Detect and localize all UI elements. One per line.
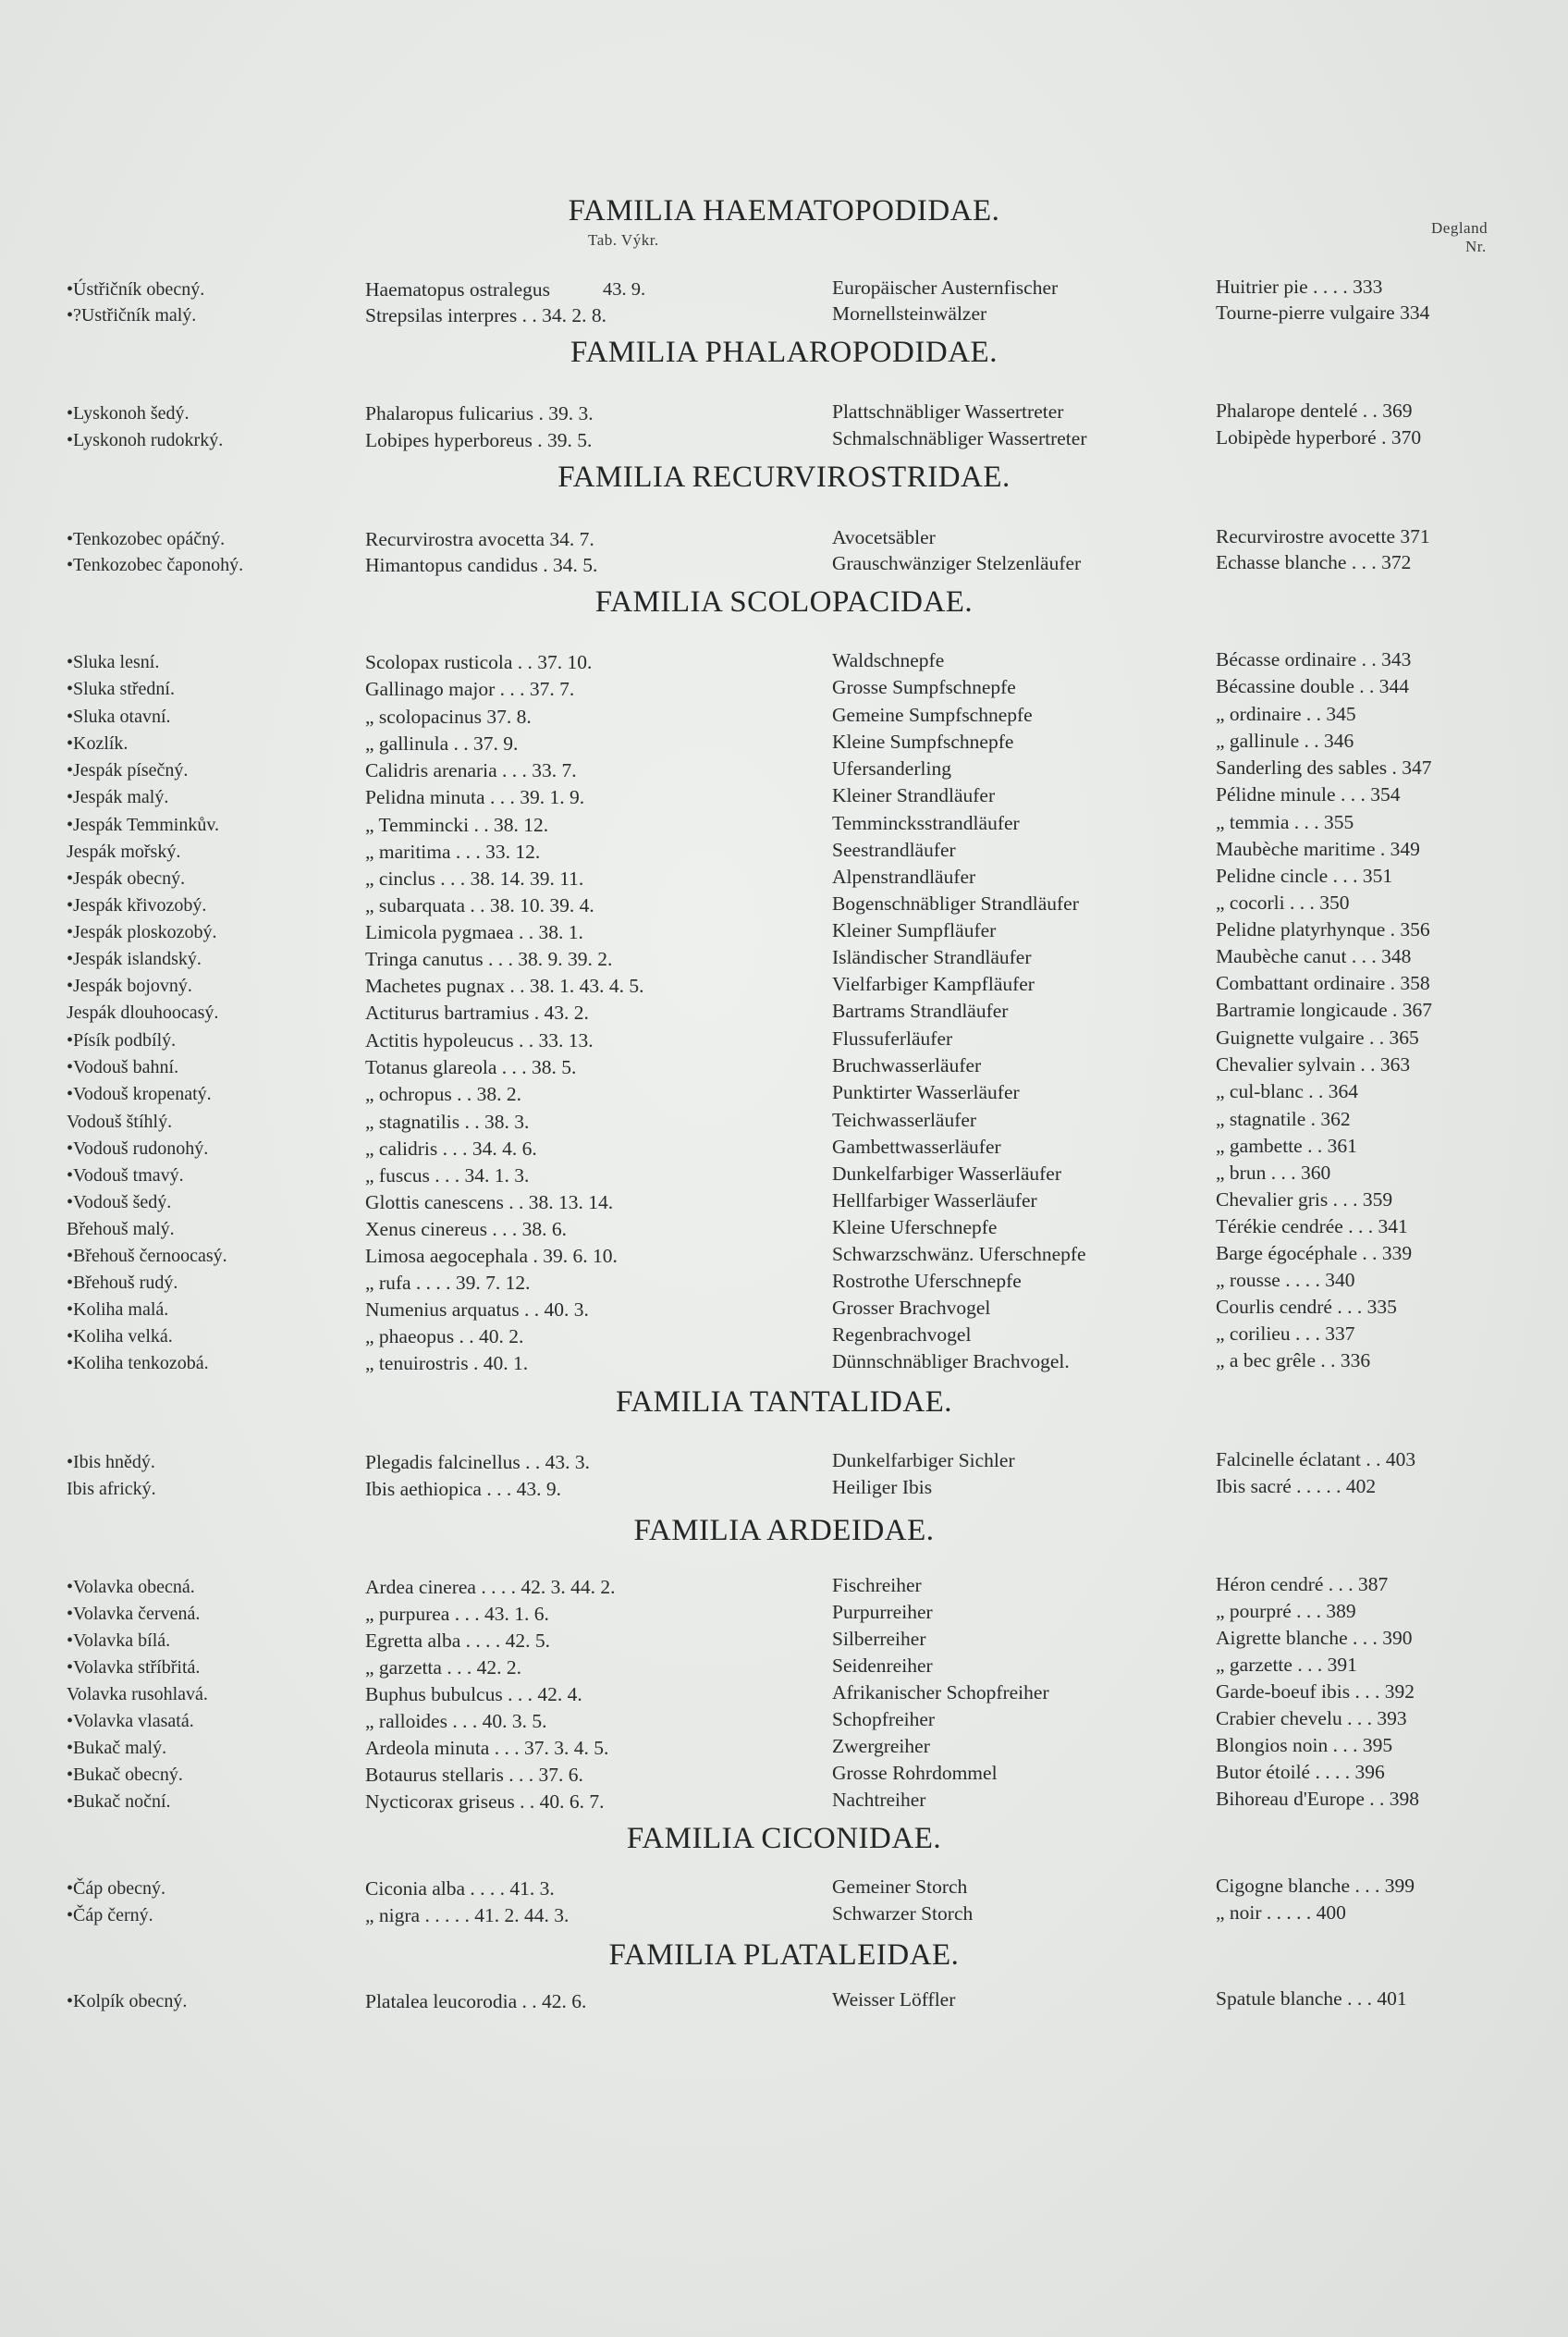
latin-name-plate: Ibis aethiopica . . . 43. 9. xyxy=(365,1478,561,1500)
german-name: Gambettwasserläufer xyxy=(832,1136,1001,1158)
czech-name: •Lyskonoh šedý. xyxy=(67,403,190,424)
latin-name-plate: Recurvirostra avocetta 34. 7. xyxy=(365,528,594,550)
french-name-degland: Echasse blanche . . . 372 xyxy=(1216,551,1412,573)
degland-nr-header: Nr. xyxy=(1465,238,1487,255)
french-name-degland: „ ordinaire . . 345 xyxy=(1216,703,1356,725)
czech-name: •Bukač noční. xyxy=(67,1791,171,1812)
latin-name-plate: „ nigra . . . . . 41. 2. 44. 3. xyxy=(365,1904,570,1926)
french-name-degland: „ corilieu . . . 337 xyxy=(1216,1322,1355,1345)
czech-name: •Sluka střední. xyxy=(67,679,175,699)
german-name: Ufersanderling xyxy=(832,757,951,780)
latin-name-plate: Machetes pugnax . . 38. 1. 43. 4. 5. xyxy=(365,975,644,997)
german-name: Silberreiher xyxy=(832,1628,926,1650)
czech-name: •Kolpík obecný. xyxy=(67,1991,188,2011)
latin-name-plate: Botaurus stellaris . . . 37. 6. xyxy=(365,1764,583,1786)
degland-header: Degland xyxy=(1431,219,1488,237)
latin-name-plate: Actitis hypoleucus . . 33. 13. xyxy=(365,1029,594,1052)
french-name-degland: Phalarope dentelé . . 369 xyxy=(1216,400,1413,422)
latin-name-plate: „ fuscus . . . 34. 1. 3. xyxy=(365,1164,530,1187)
french-name-degland: Combattant ordinaire . 358 xyxy=(1216,972,1430,994)
czech-name: •Koliha velká. xyxy=(67,1326,173,1347)
german-name: Gemeine Sumpfschnepfe xyxy=(832,704,1033,726)
czech-name: •Ibis hnědý. xyxy=(67,1452,155,1472)
czech-name: •Čáp obecný. xyxy=(67,1878,165,1899)
czech-name: •Koliha malá. xyxy=(67,1299,169,1320)
french-name-degland: „ temmia . . . 355 xyxy=(1216,811,1354,833)
czech-name: •Lyskonoh rudokrký. xyxy=(67,430,224,450)
czech-name: •Jespák malý. xyxy=(67,787,169,807)
latin-name-plate: „ maritima . . . 33. 12. xyxy=(365,841,541,863)
family-heading: FAMILIA TANTALIDAE. xyxy=(615,1385,953,1419)
french-name-degland: Aigrette blanche . . . 390 xyxy=(1216,1627,1413,1649)
latin-name-plate: Xenus cinereus . . . 38. 6. xyxy=(365,1218,567,1240)
french-name-degland: Pelidne platyrhynque . 356 xyxy=(1216,918,1430,941)
german-name: Flussuferläufer xyxy=(832,1027,953,1050)
czech-name: •Jespák bojovný. xyxy=(67,976,192,996)
french-name-degland: Maubèche canut . . . 348 xyxy=(1216,945,1412,967)
czech-name: •Volavka obecná. xyxy=(67,1577,195,1597)
czech-name: •Jespák Temminkův. xyxy=(67,815,220,835)
czech-name: •Jespák křivozobý. xyxy=(67,895,207,916)
latin-name-plate: „ gallinula . . 37. 9. xyxy=(365,732,519,755)
latin-name-plate: „ Temmincki . . 38. 12. xyxy=(365,814,549,836)
latin-name-plate: „ stagnatilis . . 38. 3. xyxy=(365,1111,530,1133)
latin-name-plate: „ scolopacinus 37. 8. xyxy=(365,706,532,728)
german-name: Mornellsteinwälzer xyxy=(832,302,987,325)
czech-name: •Břehouš rudý. xyxy=(67,1273,178,1293)
czech-name: •Vodouš kropenatý. xyxy=(67,1084,212,1104)
german-name: Kleine Sumpfschnepfe xyxy=(832,731,1014,753)
german-name: Europäischer Austernfischer xyxy=(832,277,1059,299)
latin-name-plate: Ciconia alba . . . . 41. 3. xyxy=(365,1877,555,1900)
german-name: Alpenstrandläufer xyxy=(832,866,976,888)
family-heading: FAMILIA RECURVIROSTRIDAE. xyxy=(557,461,1011,494)
latin-name-plate: Actiturus bartramius . 43. 2. xyxy=(365,1002,589,1024)
german-name: Temmincksstrandläufer xyxy=(832,812,1020,834)
german-name: Grauschwänziger Stelzenläufer xyxy=(832,552,1082,574)
family-heading: FAMILIA ARDEIDAE. xyxy=(633,1514,935,1547)
latin-name-plate: „ garzetta . . . 42. 2. xyxy=(365,1656,521,1679)
latin-name-plate: Nycticorax griseus . . 40. 6. 7. xyxy=(365,1790,605,1813)
german-name: Teichwasserläufer xyxy=(832,1109,977,1131)
czech-name: •Tenkozobec opáčný. xyxy=(67,529,226,549)
german-name: Regenbrachvogel xyxy=(832,1323,972,1346)
french-name-degland: Guignette vulgaire . . 365 xyxy=(1216,1027,1419,1049)
latin-name-plate: „ subarquata . . 38. 10. 39. 4. xyxy=(365,894,594,916)
french-name-degland: Lobipède hyperboré . 370 xyxy=(1216,426,1422,449)
french-name-degland: „ cul-blanc . . 364 xyxy=(1216,1080,1359,1102)
german-name: Afrikanischer Schopfreiher xyxy=(832,1681,1049,1704)
german-name: Plattschnäbliger Wassertreter xyxy=(832,400,1064,423)
latin-name-plate: Strepsilas interpres . . 34. 2. 8. xyxy=(365,304,606,326)
french-name-degland: Crabier chevelu . . . 393 xyxy=(1216,1707,1407,1729)
czech-name: Vodouš štíhlý. xyxy=(67,1112,173,1132)
french-name-degland: Chevalier gris . . . 359 xyxy=(1216,1188,1393,1211)
french-name-degland: „ garzette . . . 391 xyxy=(1216,1654,1357,1676)
family-heading: FAMILIA HAEMATOPODIDAE. xyxy=(568,194,1000,228)
latin-name-plate: Plegadis falcinellus . . 43. 3. xyxy=(365,1451,591,1473)
czech-name: •Vodouš tmavý. xyxy=(67,1165,184,1186)
german-name: Schmalschnäbliger Wassertreter xyxy=(832,427,1087,449)
french-name-degland: Tourne-pierre vulgaire 334 xyxy=(1216,301,1430,324)
german-name: Punktirter Wasserläufer xyxy=(832,1081,1020,1103)
german-name: Grosser Brachvogel xyxy=(832,1297,991,1319)
latin-name-plate: Gallinago major . . . 37. 7. xyxy=(365,678,575,700)
french-name-degland: Butor étoilé . . . . 396 xyxy=(1216,1761,1385,1783)
latin-name-plate: „ ralloides . . . 40. 3. 5. xyxy=(365,1710,547,1732)
german-name: Heiliger Ibis xyxy=(832,1476,933,1498)
czech-name: •Jespák obecný. xyxy=(67,868,186,889)
czech-name: Jespák mořský. xyxy=(67,842,181,862)
german-name: Seidenreiher xyxy=(832,1654,933,1677)
french-name-degland: Courlis cendré . . . 335 xyxy=(1216,1296,1397,1318)
german-name: Grosse Rohrdommel xyxy=(832,1762,998,1784)
french-name-degland: Ibis sacré . . . . . 402 xyxy=(1216,1475,1377,1497)
latin-name-plate: Pelidna minuta . . . 39. 1. 9. xyxy=(365,786,585,808)
french-name-degland: Maubèche maritime . 349 xyxy=(1216,838,1420,860)
latin-name-plate: Lobipes hyperboreus . 39. 5. xyxy=(365,429,593,451)
czech-name: •Volavka stříbřitá. xyxy=(67,1657,201,1678)
french-name-degland: „ gallinule . . 346 xyxy=(1216,730,1354,752)
latin-name-plate: Numenius arquatus . . 40. 3. xyxy=(365,1298,589,1321)
german-name: Hellfarbiger Wasserläufer xyxy=(832,1189,1037,1212)
czech-name: •Tenkozobec čaponohý. xyxy=(67,555,244,575)
french-name-degland: „ noir . . . . . 400 xyxy=(1216,1901,1346,1924)
latin-name-plate: Ardea cinerea . . . . 42. 3. 44. 2. xyxy=(365,1576,616,1598)
french-name-degland: „ rousse . . . . 340 xyxy=(1216,1269,1355,1291)
german-name: Grosse Sumpfschnepfe xyxy=(832,676,1016,698)
family-heading: FAMILIA CICONIDAE. xyxy=(626,1822,942,1855)
latin-name-plate: „ phaeopus . . 40. 2. xyxy=(365,1325,524,1347)
french-name-degland: Térékie cendrée . . . 341 xyxy=(1216,1215,1408,1237)
latin-name-plate: Limosa aegocephala . 39. 6. 10. xyxy=(365,1245,618,1267)
czech-name: •Jespák ploskozobý. xyxy=(67,922,217,942)
czech-name: •Bukač obecný. xyxy=(67,1765,183,1785)
latin-name-plate: Totanus glareola . . . 38. 5. xyxy=(365,1056,577,1078)
french-name-degland: Falcinelle éclatant . . 403 xyxy=(1216,1448,1416,1470)
plate-number: 43. 9. xyxy=(603,279,646,300)
german-name: Dünnschnäbliger Brachvogel. xyxy=(832,1350,1070,1372)
french-name-degland: „ pourpré . . . 389 xyxy=(1216,1600,1356,1622)
french-name-degland: Bécasse ordinaire . . 343 xyxy=(1216,648,1412,670)
latin-name-plate: „ rufa . . . . 39. 7. 12. xyxy=(365,1272,531,1294)
french-name-degland: Pélidne minule . . . 354 xyxy=(1216,783,1401,806)
german-name: Kleine Uferschnepfe xyxy=(832,1216,998,1238)
french-name-degland: Bartramie longicaude . 367 xyxy=(1216,999,1433,1021)
german-name: Kleiner Sumpfläufer xyxy=(832,919,997,941)
french-name-degland: Bécassine double . . 344 xyxy=(1216,675,1409,697)
french-name-degland: Héron cendré . . . 387 xyxy=(1216,1573,1389,1595)
latin-name-plate: „ tenuirostris . 40. 1. xyxy=(365,1352,529,1374)
latin-name-plate: Himantopus candidus . 34. 5. xyxy=(365,554,598,576)
family-heading: FAMILIA SCOLOPACIDAE. xyxy=(594,585,974,619)
french-name-degland: Bihoreau d'Europe . . 398 xyxy=(1216,1788,1420,1810)
french-name-degland: Spatule blanche . . . 401 xyxy=(1216,1987,1407,2010)
czech-name: Jespák dlouhoocasý. xyxy=(67,1002,219,1023)
czech-name: Ibis africký. xyxy=(67,1479,156,1499)
czech-name: •Vodouš rudonohý. xyxy=(67,1138,209,1159)
latin-name-plate: Phalaropus fulicarius . 39. 3. xyxy=(365,402,594,424)
french-name-degland: Chevalier sylvain . . 363 xyxy=(1216,1053,1411,1076)
czech-name: •Bukač malý. xyxy=(67,1738,167,1758)
czech-name: •Jespák islandský. xyxy=(67,949,202,969)
german-name: Zwergreiher xyxy=(832,1735,930,1757)
french-name-degland: „ gambette . . 361 xyxy=(1216,1135,1357,1157)
czech-name: •Volavka bílá. xyxy=(67,1630,171,1651)
czech-name: •Ústřičník obecný. xyxy=(67,279,205,300)
latin-name-plate: Limicola pygmaea . . 38. 1. xyxy=(365,921,583,943)
german-name: Bartrams Strandläufer xyxy=(832,1000,1009,1022)
french-name-degland: Blongios noin . . . 395 xyxy=(1216,1734,1393,1756)
czech-name: •Sluka otavní. xyxy=(67,707,171,727)
czech-name: •Vodouš šedý. xyxy=(67,1192,172,1212)
czech-name: •Břehouš černoocasý. xyxy=(67,1246,227,1266)
german-name: Schwarzschwänz. Uferschnepfe xyxy=(832,1243,1086,1265)
german-name: Isländischer Strandläufer xyxy=(832,946,1032,968)
czech-name: •Volavka vlasatá. xyxy=(67,1711,194,1731)
czech-name: •Písík podbílý. xyxy=(67,1030,177,1051)
french-name-degland: Garde-boeuf ibis . . . 392 xyxy=(1216,1680,1415,1703)
german-name: Dunkelfarbiger Sichler xyxy=(832,1449,1015,1471)
latin-name-plate: Buphus bubulcus . . . 42. 4. xyxy=(365,1683,582,1705)
czech-name: •Koliha tenkozobá. xyxy=(67,1353,209,1373)
latin-name-plate: „ calidris . . . 34. 4. 6. xyxy=(365,1138,537,1160)
french-name-degland: Recurvirostre avocette 371 xyxy=(1216,525,1430,547)
plate-column-header: Tab. Výkr. xyxy=(588,231,659,249)
german-name: Fischreiher xyxy=(832,1574,922,1596)
german-name: Seestrandläufer xyxy=(832,839,956,861)
german-name: Avocetsäbler xyxy=(832,526,936,548)
latin-name-plate: „ cinclus . . . 38. 14. 39. 11. xyxy=(365,867,584,890)
german-name: Rostrothe Uferschnepfe xyxy=(832,1270,1022,1292)
german-name: Dunkelfarbiger Wasserläufer xyxy=(832,1162,1061,1185)
german-name: Schopfreiher xyxy=(832,1708,936,1730)
french-name-degland: Pelidne cincle . . . 351 xyxy=(1216,865,1393,887)
latin-name-plate: Platalea leucorodia . . 42. 6. xyxy=(365,1990,587,2012)
german-name: Kleiner Strandläufer xyxy=(832,784,996,806)
czech-name: •Sluka lesní. xyxy=(67,652,160,672)
czech-name: •Kozlík. xyxy=(67,733,129,754)
czech-name: •Volavka červená. xyxy=(67,1604,201,1624)
german-name: Schwarzer Storch xyxy=(832,1902,974,1925)
latin-name-plate: Tringa canutus . . . 38. 9. 39. 2. xyxy=(365,948,613,970)
german-name: Gemeiner Storch xyxy=(832,1876,968,1898)
german-name: Weisser Löffler xyxy=(832,1988,956,2011)
german-name: Waldschnepfe xyxy=(832,649,945,671)
french-name-degland: „ stagnatile . 362 xyxy=(1216,1108,1351,1130)
family-heading: FAMILIA PLATALEIDAE. xyxy=(608,1938,960,1972)
german-name: Bruchwasserläufer xyxy=(832,1054,982,1076)
german-name: Purpurreiher xyxy=(832,1601,933,1623)
latin-name-plate: Scolopax rusticola . . 37. 10. xyxy=(365,651,593,673)
french-name-degland: Cigogne blanche . . . 399 xyxy=(1216,1875,1415,1897)
latin-name-plate: „ purpurea . . . 43. 1. 6. xyxy=(365,1603,549,1625)
czech-name: Břehouš malý. xyxy=(67,1219,175,1239)
czech-name: •?Ustřičník malý. xyxy=(67,305,197,326)
latin-name-plate: Glottis canescens . . 38. 13. 14. xyxy=(365,1191,614,1213)
french-name-degland: „ cocorli . . . 350 xyxy=(1216,892,1350,914)
french-name-degland: Barge égocéphale . . 339 xyxy=(1216,1242,1413,1264)
french-name-degland: „ a bec grêle . . 336 xyxy=(1216,1349,1371,1371)
czech-name: •Jespák písečný. xyxy=(67,760,189,781)
german-name: Bogenschnäbliger Strandläufer xyxy=(832,892,1079,915)
french-name-degland: „ brun . . . 360 xyxy=(1216,1162,1331,1184)
latin-name-plate: Egretta alba . . . . 42. 5. xyxy=(365,1630,551,1652)
latin-name-plate: Ardeola minuta . . . 37. 3. 4. 5. xyxy=(365,1737,609,1759)
latin-name-plate: Calidris arenaria . . . 33. 7. xyxy=(365,759,577,781)
czech-name: •Vodouš bahní. xyxy=(67,1057,179,1077)
german-name: Vielfarbiger Kampfläufer xyxy=(832,973,1035,995)
french-name-degland: Sanderling des sables . 347 xyxy=(1216,756,1432,779)
czech-name: •Čáp černý. xyxy=(67,1905,153,1925)
family-heading: FAMILIA PHALAROPODIDAE. xyxy=(570,336,998,369)
czech-name: Volavka rusohlavá. xyxy=(67,1684,208,1704)
french-name-degland: Huitrier pie . . . . 333 xyxy=(1216,276,1383,298)
latin-name-plate: „ ochropus . . 38. 2. xyxy=(365,1083,521,1105)
german-name: Nachtreiher xyxy=(832,1789,926,1811)
latin-name-plate: Haematopus ostralegus xyxy=(365,278,551,301)
